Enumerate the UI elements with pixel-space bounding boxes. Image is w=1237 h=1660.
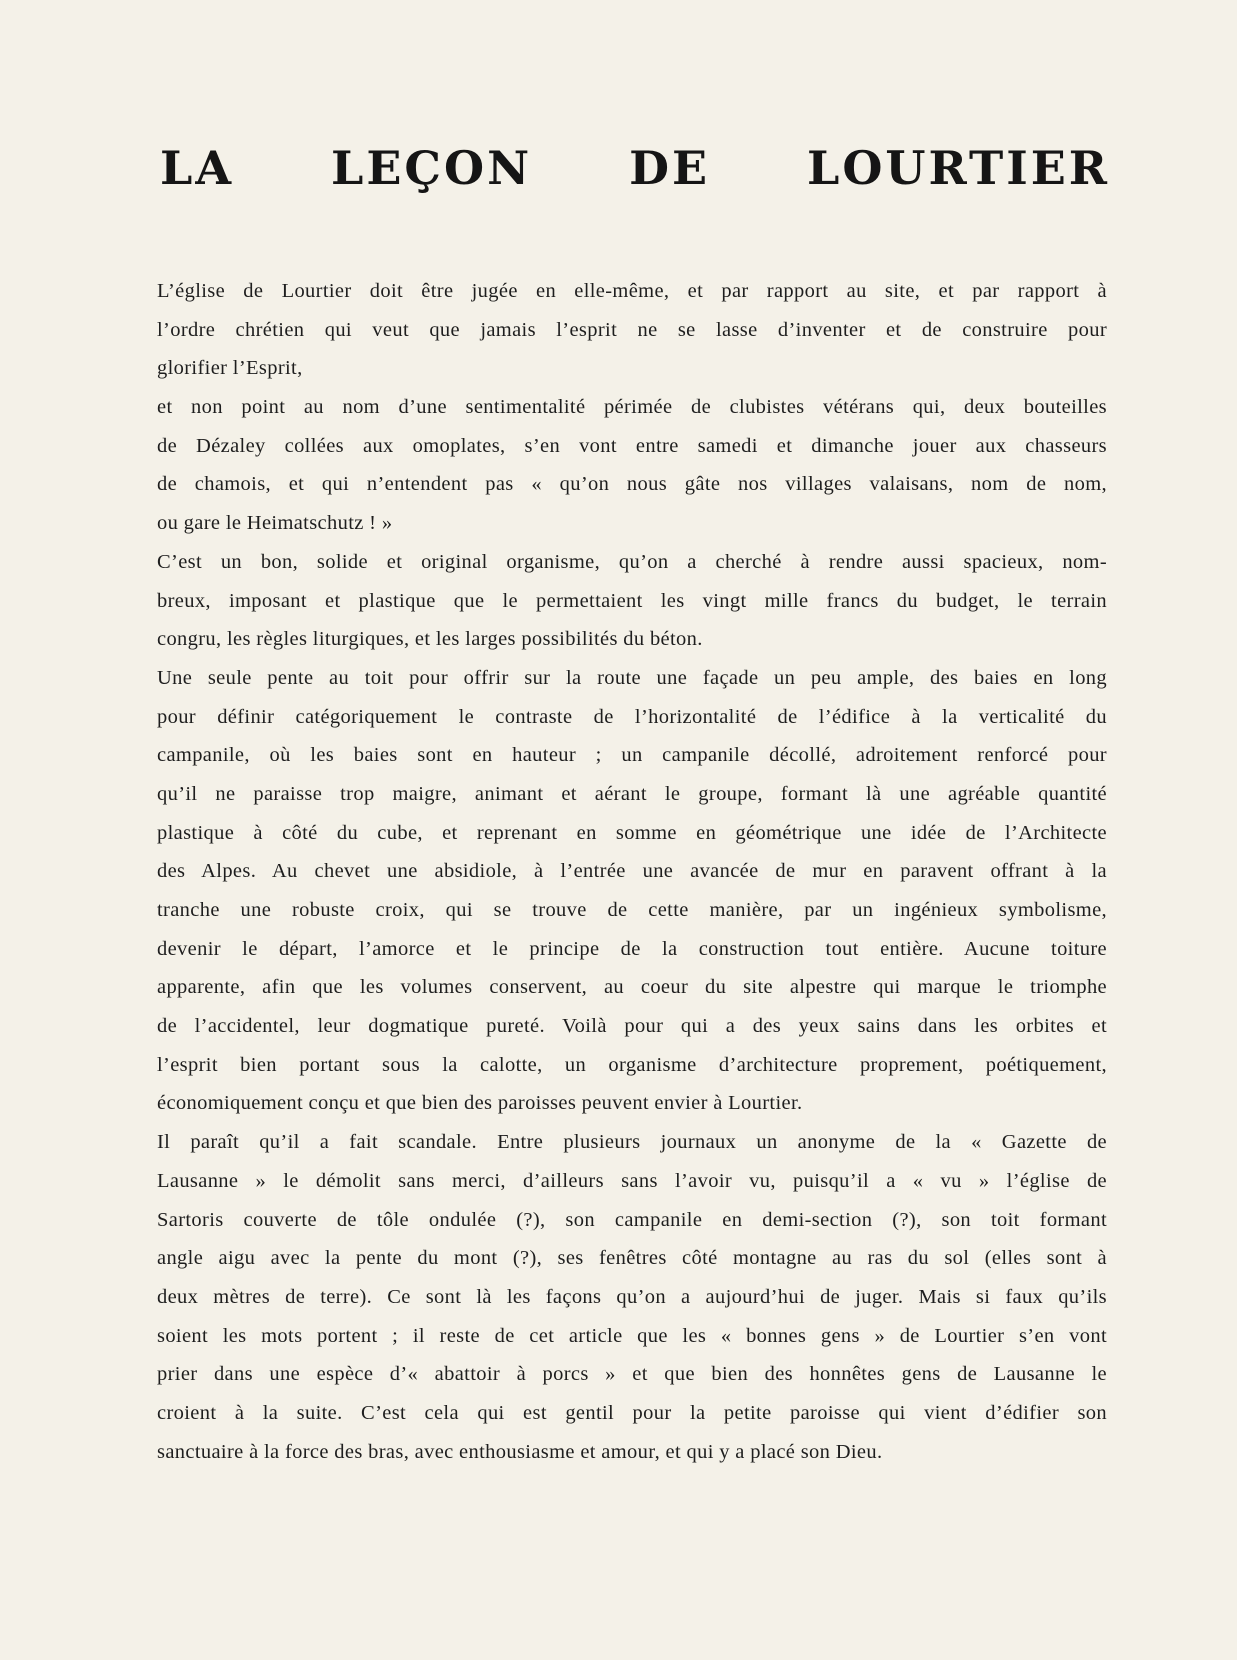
text-line: croient à la suite. C’est cela qui est gentil pour la petite paroisse qui vient d’édifier son [157, 1401, 1107, 1424]
text-line: L’église de Lourtier doit être jugée en elle-même, et par rapport au site, et par rapport à [157, 280, 1107, 302]
text-line: campanile, où les baies sont en hauteur ; un campanile décollé, adroitement renforcé pour [157, 744, 1107, 767]
text-line: angle aigu avec la pente du mont (?), ses fenêtres côté montagne au ras du sol (elles sont à [157, 1247, 1107, 1270]
text-line: l’esprit bien portant sous la calotte, un organisme d’architecture proprement, poétiquement, [157, 1053, 1107, 1076]
text-line: breux, imposant et plastique que le permettaient les vingt mille francs du budget, le terrain [157, 589, 1107, 612]
text-line: soient les mots portent ; il reste de cet article que les « bonnes gens » de Lourtier s’en vont [157, 1324, 1107, 1347]
text-line: économiquement conçu et que bien des paroisses peuvent envier à Lourtier. [157, 1092, 803, 1115]
text-line: de l’accidentel, leur dogmatique pureté. Voilà pour qui a des yeux sains dans les orbites et [157, 1015, 1107, 1038]
body-text [157, 272, 1107, 1471]
page-title: LA LEÇON DE LOURTIER [160, 141, 1110, 195]
text-line: glorifier l’Esprit, [157, 357, 303, 380]
text-line: des Alpes. Au chevet une absidiole, à l’entrée une avancée de mur en paravent offrant à la [157, 860, 1107, 883]
text-line: prier dans une espèce d’« abattoir à porcs » et que bien des honnêtes gens de Lausanne le [157, 1363, 1107, 1386]
text-line: et non point au nom d’une sentimentalité périmée de clubistes vétérans qui, deux bouteilles [157, 396, 1107, 419]
text-line: plastique à côté du cube, et reprenant en somme en géométrique une idée de l’Architecte [157, 821, 1107, 844]
text-line: pour définir catégoriquement le contraste de l’horizontalité de l’édifice à la verticalité du [157, 705, 1107, 728]
text-line: congru, les règles liturgiques, et les larges possibilités du béton. [157, 628, 703, 651]
text-line: devenir le départ, l’amorce et le principe de la construction tout entière. Aucune toiture [157, 937, 1107, 960]
text-line: Il paraît qu’il a fait scandale. Entre plusieurs journaux un anonyme de la « Gazette de [157, 1131, 1107, 1154]
text-line: Une seule pente au toit pour offrir sur la route une façade un peu ample, des baies en long [157, 666, 1107, 689]
text-line: Lausanne » le démolit sans merci, d’ailleurs sans l’avoir vu, puisqu’il a « vu » l’église de [157, 1169, 1107, 1192]
text-line: qu’il ne paraisse trop maigre, animant et aérant le groupe, formant là une agréable quantité [157, 782, 1107, 805]
text-line: sanctuaire à la force des bras, avec enthousiasme et amour, et qui y a placé son Dieu. [157, 1440, 883, 1463]
text-line: C’est un bon, solide et original organisme, qu’on a cherché à rendre aussi spacieux, nom- [157, 550, 1107, 573]
text-line: de Dézaley collées aux omoplates, s’en vont entre samedi et dimanche jouer aux chasseurs [157, 434, 1107, 457]
text-line: apparente, afin que les volumes conservent, au coeur du site alpestre qui marque le triomphe [157, 976, 1107, 999]
text-line: tranche une robuste croix, qui se trouve de cette manière, par un ingénieux symbolisme, [157, 899, 1107, 921]
text-line: de chamois, et qui n’entendent pas « qu’on nous gâte nos villages valaisans, nom de nom, [157, 473, 1107, 496]
text-line: Sartoris couverte de tôle ondulée (?), son campanile en demi-section (?), son toit formant [157, 1208, 1107, 1231]
text-line: deux mètres de terre). Ce sont là les façons qu’on a aujourd’hui de juger. Mais si faux qu’ils [157, 1285, 1107, 1308]
text-line: ou gare le Heimatschutz ! » [157, 512, 393, 535]
text-line: l’ordre chrétien qui veut que jamais l’esprit ne se lasse d’inventer et de construire pour [157, 318, 1107, 341]
